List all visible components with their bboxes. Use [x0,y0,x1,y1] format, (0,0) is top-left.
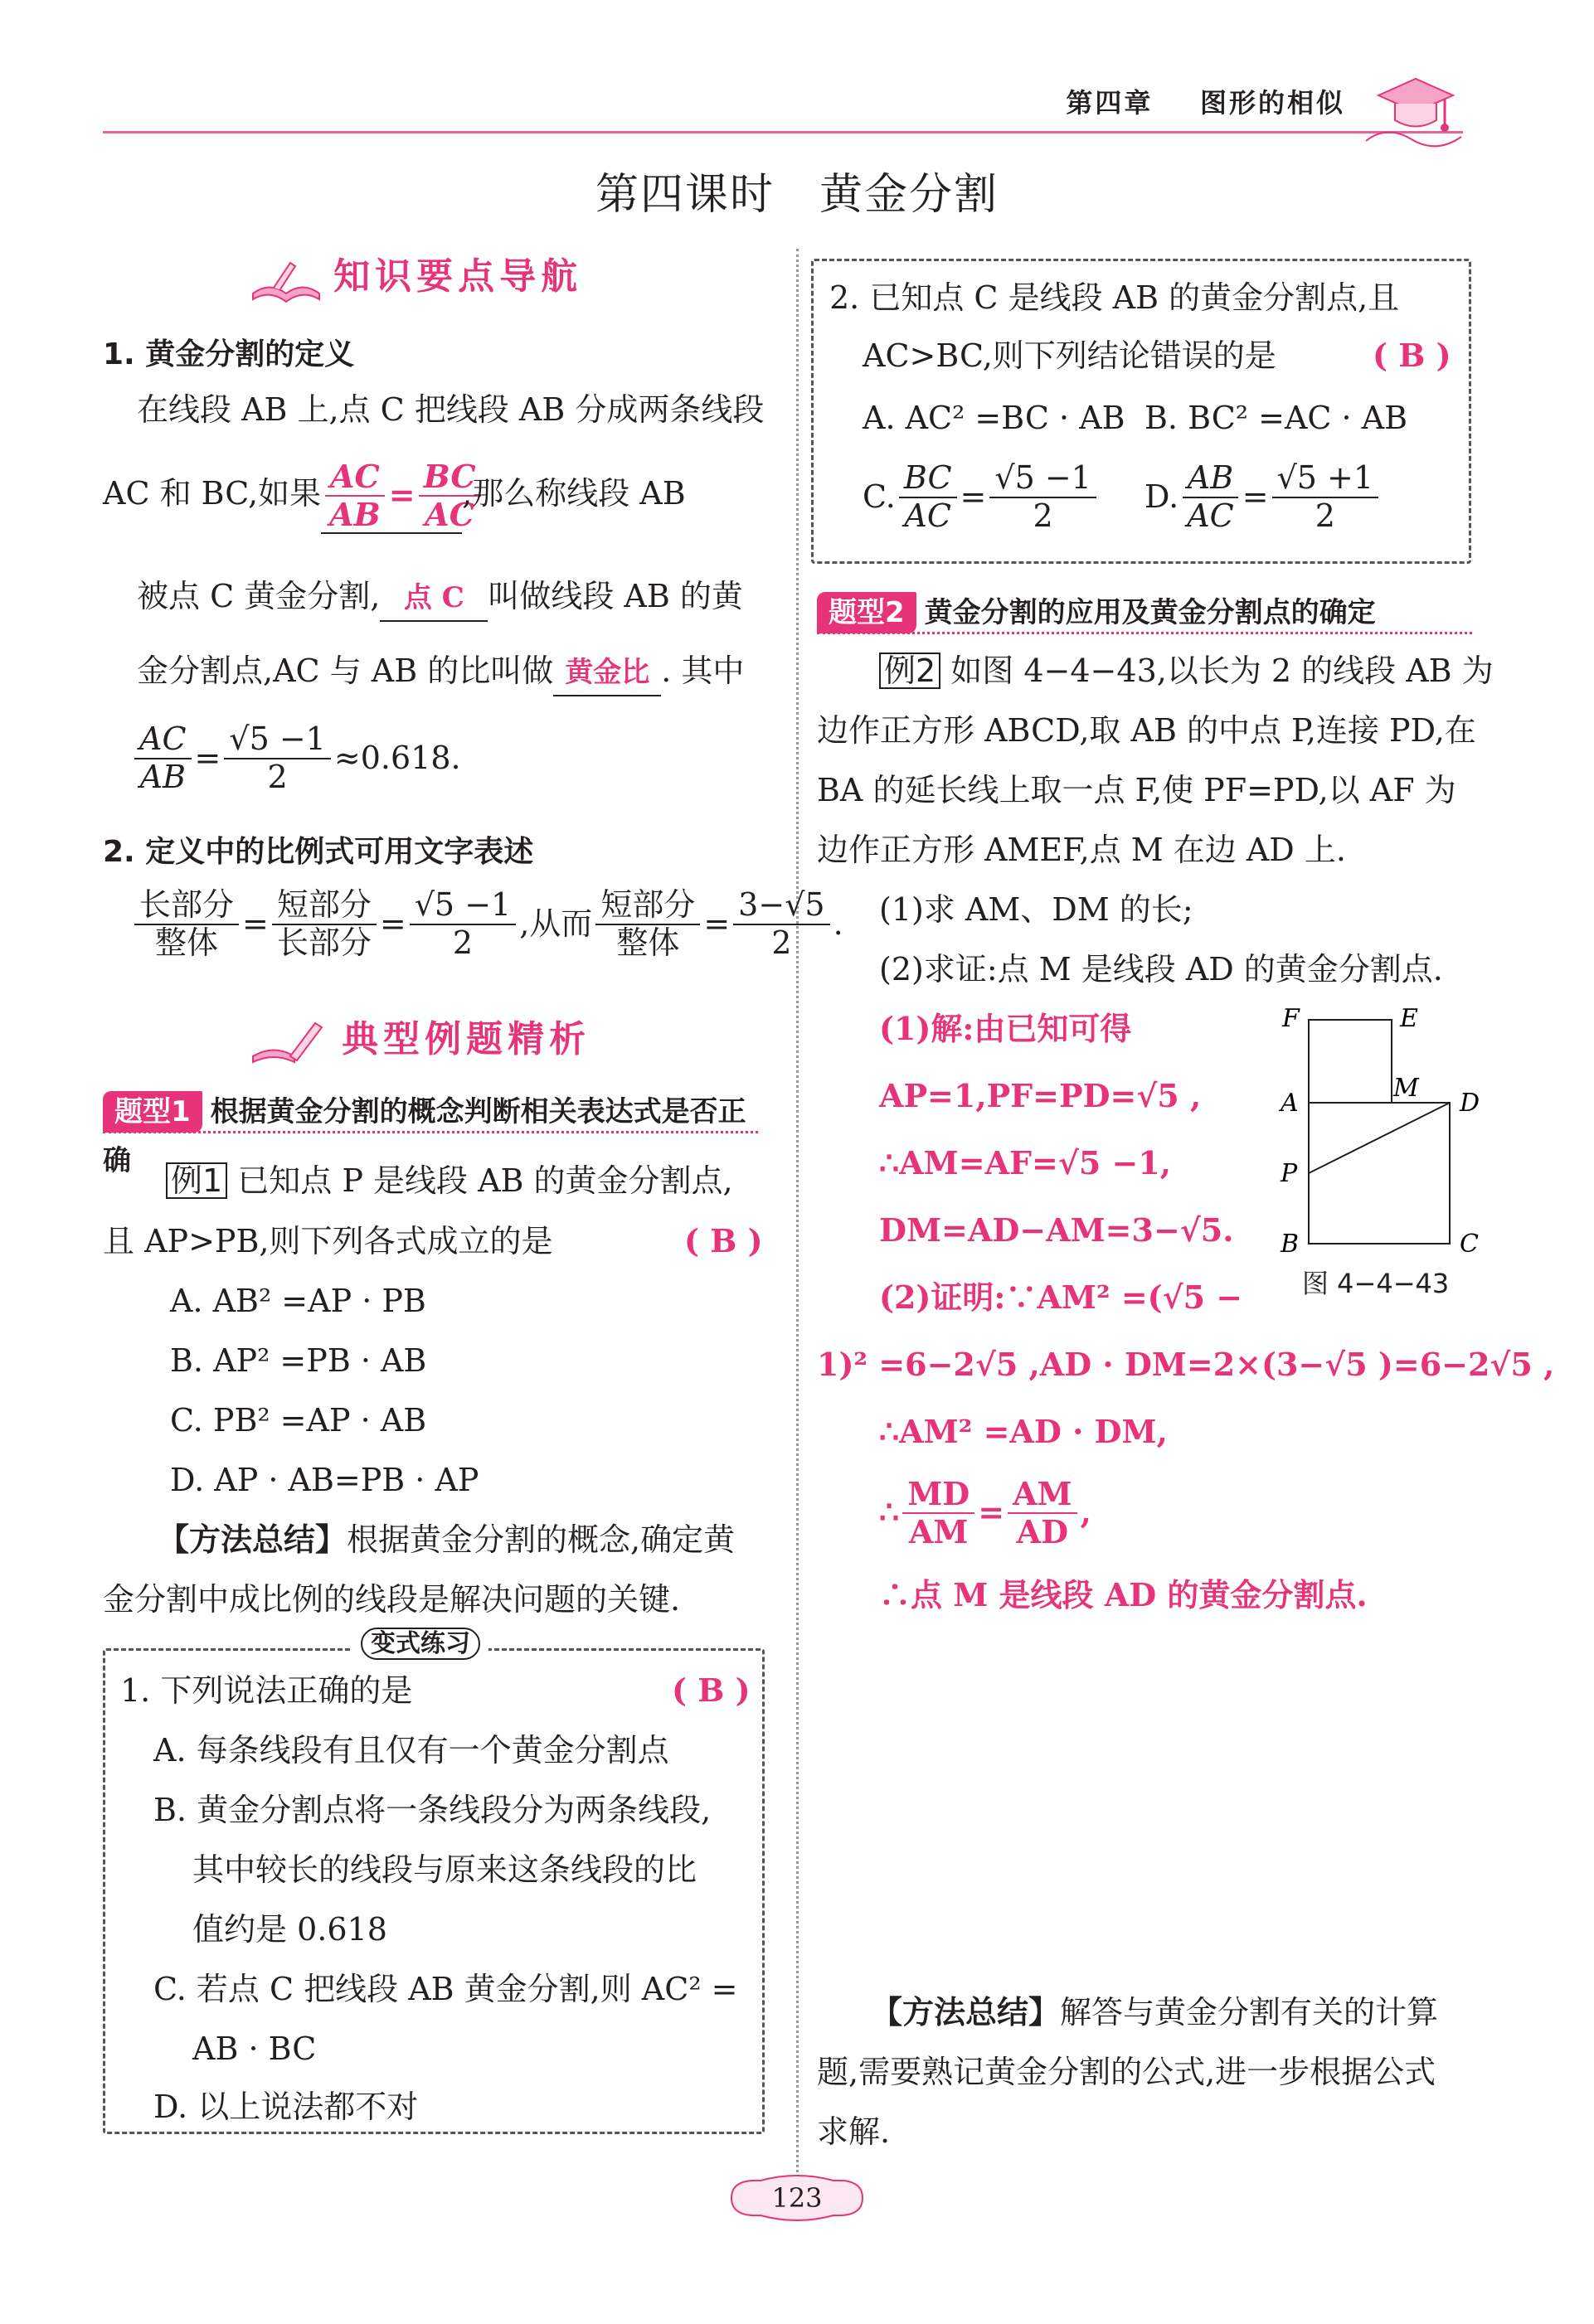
example1-option-d: D. AP · AB=PB · AP [170,1462,479,1498]
opt-d-den: AC [1187,497,1234,534]
formula-approx: ≈0.618. [333,740,461,777]
chapter-number: 第四章 [1066,87,1154,119]
opt-c-prefix: C. [863,478,896,516]
practice-q2-answer: ( B ) [1373,337,1451,374]
f3-den: 2 [452,924,474,961]
example2-q1: 如图 4−4−43,以长为 2 的线段 AB 为 [950,653,1494,689]
example1-answer-value: B [710,1222,737,1259]
practice-q1-opt-a: A. 每条线段有且仅有一个黄金分割点 [153,1732,669,1768]
example1-label: 例1 [166,1162,227,1199]
f4-num: 短部分 [595,887,700,925]
example2-sub2: (2)求证:点 M 是线段 AD 的黄金分割点. [879,951,1443,987]
blank1-r-num: BC [419,458,481,497]
method2-text1: 解答与黄金分割有关的计算 [1060,1994,1439,2030]
method1-line2: 金分割中成比例的线段是解决问题的关键. [103,1581,681,1618]
ratio-prefix: ∴ [879,1493,900,1531]
running-header [1066,83,1345,124]
formula-num: AC [134,721,192,759]
practice-q2-opt-d: D. $\frac{AB}{AC}$ = $\frac{√5 +1}{2}$ [1144,460,1382,534]
type1-text: 根据黄金分割的概念判断相关表达式是否正确 [103,1095,746,1177]
blank1-r-den: AC [425,495,474,533]
example1-line1 [166,1157,733,1206]
opt-c-den: AC [904,497,951,534]
open-book-icon [249,256,323,306]
label-b: B [1281,1230,1300,1259]
type2-tag: 题型2 [817,592,916,633]
f5-num: 3−√5 [733,887,829,925]
type2-bar [817,587,1472,634]
practice-q2-line2: AC>BC,则下列结论错误的是 [863,337,1276,374]
type1-tag: 题型1 [103,1091,202,1133]
page-number: 123 [771,2182,823,2214]
label-p: P [1281,1159,1298,1188]
practice-q1: 1. 下列说法正确的是 [120,1672,413,1709]
line4-suffix: . 其中 [661,653,745,689]
example1-option-c: C. PB² =AP · AB [170,1402,427,1439]
knowledge-item-2-title: 2. 定义中的比例式可用文字表述 [103,835,534,869]
method2-line1 [871,1988,1438,2037]
type2-text: 黄金分割的应用及黄金分割点的确定 [924,596,1376,629]
practice-q1-opt-c2: AB · BC [192,2030,317,2067]
practice-q2-opt-c: C. $\frac{BC}{AC}$ = $\frac{√5 -1}{2}$ [863,460,1100,534]
blank-1: $\frac{AC}{AB}$ = $\frac{BC}{AC}$ [321,453,462,534]
knowledge-item-1-line1: 在线段 AB 上,点 C 把线段 AB 分成两条线段 [137,391,765,428]
f4-den: 整体 [616,924,680,961]
method1-text1: 根据黄金分割的概念,确定黄 [347,1521,736,1558]
practice-label [352,1625,488,1664]
segment-pd [1309,1103,1450,1173]
line3-suffix: 叫做线段 AB 的黄 [488,578,743,614]
opt-d-num: AB [1183,460,1238,498]
page-number-badge [715,2172,879,2224]
f2-den: 长部分 [276,924,372,961]
method1-label: 【方法总结】 [158,1521,347,1558]
header-rule [103,131,1463,133]
pen-book-icon [249,1019,332,1069]
blank-2: 点 C [380,576,488,622]
opt-d-prefix: D. [1144,478,1179,516]
ratio1-den: AM [908,1512,969,1550]
line2-prefix: AC 和 BC,如果 [103,474,322,512]
formula-val-num: √5 −1 [224,721,331,759]
line3-prefix: 被点 C 黄金分割, [137,578,381,614]
solution-line7: ∴AM² =AD · DM, [879,1413,1168,1450]
blank-3: 黄金比 [553,651,661,696]
solution-line2: AP=1,PF=PD=√5 , [879,1077,1202,1114]
solution-line6: 1)² =6−2√5 ,AD · DM=2×(3−√5 )=6−2√5 , [817,1346,1555,1383]
practice-q2-line1: 2. 已知点 C 是线段 AB 的黄金分割点,且 [829,279,1400,316]
example2-label: 例2 [879,653,940,689]
knowledge-item-1-line4 [137,647,744,696]
line2-suffix: ,那么称线段 AB [462,474,686,512]
label-m: M [1393,1074,1419,1103]
knowledge-heading-text: 知识要点导航 [333,255,583,298]
golden-ratio-formula: $\frac{AC}{AB}$ = $\frac{√5 -1}{2}$ ≈0.618. [131,721,461,795]
opt-d-vden: 2 [1315,497,1335,534]
example1-option-b: B. AP² =PB · AB [170,1342,427,1379]
examples-heading [249,1012,590,1069]
f-mid: ,从而 [519,905,593,943]
example1-line2: 且 AP>PB,则下列各式成立的是 [103,1223,553,1259]
solution-line3: ∴AM=AF=√5 −1, [879,1144,1172,1181]
label-d: D [1460,1089,1480,1118]
label-a: A [1281,1089,1299,1118]
practice-q2-opt-a: A. AC² =BC · AB [863,400,1125,436]
solution-ratio: ∴ $\frac{MD}{AM}$ = $\frac{AM}{AD}$ , [879,1475,1091,1550]
blank1-l-den: AB [329,495,381,533]
figure-4-4-43 [1261,995,1485,1277]
practice-q1-opt-b3: 值约是 0.618 [192,1911,387,1948]
solution-line4: DM=AD−AM=3−√5. [879,1211,1234,1249]
example2-line2: 边作正方形 ABCD,取 AB 的中点 P,连接 PD,在 [817,712,1476,749]
example2-line1 [879,647,1494,696]
knowledge-item-1-line2 [103,448,686,539]
ratio2-num: AM [1008,1476,1077,1514]
f5-den: 2 [771,924,792,961]
practice-q1-opt-d: D. 以上说法都不对 [153,2089,419,2125]
square-abcd [1309,1103,1450,1244]
ratio2-den: AD [1016,1512,1069,1550]
practice-q1-opt-b2: 其中较长的线段与原来这条线段的比 [192,1851,697,1888]
opt-c-vden: 2 [1033,497,1053,534]
opt-c-vnum: √5 −1 [989,460,1096,498]
label-c: C [1460,1230,1479,1259]
practice-q1-opt-c: C. 若点 C 把线段 AB 黄金分割,则 AC² = [153,1971,738,2007]
knowledge-heading [249,249,582,306]
method2-line3: 求解. [817,2113,891,2150]
ratio1-num: MD [902,1476,974,1514]
knowledge-item-1-title: 1. 黄金分割的定义 [103,337,355,371]
solution-line1: (1)解:由已知可得 [879,1010,1132,1047]
solution-conclusion: ∴点 M 是线段 AD 的黄金分割点. [879,1576,1368,1613]
method1-line1 [158,1516,735,1565]
example1-answer: ( B ) [684,1222,763,1259]
chapter-title: 图形的相似 [1199,87,1345,119]
blank1-l-num: AC [325,458,385,497]
practice-label-text: 变式练习 [361,1628,480,1660]
practice-q1-opt-b: B. 黄金分割点将一条线段分为两条线段, [153,1792,712,1828]
knowledge-item-1-line3 [137,572,743,622]
opt-c-num: BC [899,460,957,498]
f1-num: 长部分 [134,887,239,925]
practice-q1-answer-value: B [697,1671,725,1709]
figure-caption: 图 4−4−43 [1302,1268,1450,1299]
f3-num: √5 −1 [410,887,517,925]
practice-q2-answer-value: B [1398,337,1426,374]
example2-sub1: (1)求 AM、DM 的长; [879,891,1193,928]
example1-q1: 已知点 P 是线段 AB 的黄金分割点, [237,1162,733,1199]
type1-bar [103,1086,758,1177]
column-divider [796,249,799,2197]
practice-q2-opt-b: B. BC² =AC · AB [1144,400,1408,436]
opt-d-vnum: √5 +1 [1272,460,1379,498]
label-f: F [1282,1004,1300,1033]
practice-q1-answer: ( B ) [672,1671,751,1709]
graduation-cap-icon [1362,58,1470,149]
f1-den: 整体 [155,924,219,961]
label-e: E [1400,1004,1418,1033]
method2-label: 【方法总结】 [871,1994,1061,2030]
example1-option-a: A. AB² =AP · PB [170,1283,426,1319]
method2-line2: 题,需要熟记黄金分割的公式,进一步根据公式 [817,2054,1436,2090]
formula-den: AB [139,758,186,795]
ratio-text-formula: $\frac{\text{长部分}}{\text{整体}}$ = $\frac{\text{短部分}}{\text{长部分}}$ = $\frac{√5 -1}{2}$ ,从而 $\frac{\text{短部分}}{\text{整体}}$ = $\frac{3-√5}{2}$ . [131,887,843,961]
page-title: 第四课时 黄金分割 [595,170,999,220]
line4-prefix: 金分割点,AC 与 AB 的比叫做 [137,653,554,689]
examples-heading-text: 典型例题精析 [342,1018,591,1060]
example2-line3: BA 的延长线上取一点 F,使 PF=PD,以 AF 为 [817,772,1456,808]
example2-line4: 边作正方形 AMEF,点 M 在边 AD 上. [817,832,1346,868]
solution-line5: (2)证明:∵AM² =(√5 − [879,1278,1243,1316]
f2-num: 短部分 [272,887,377,925]
square-amef [1309,1020,1392,1103]
formula-val-den: 2 [267,758,288,795]
